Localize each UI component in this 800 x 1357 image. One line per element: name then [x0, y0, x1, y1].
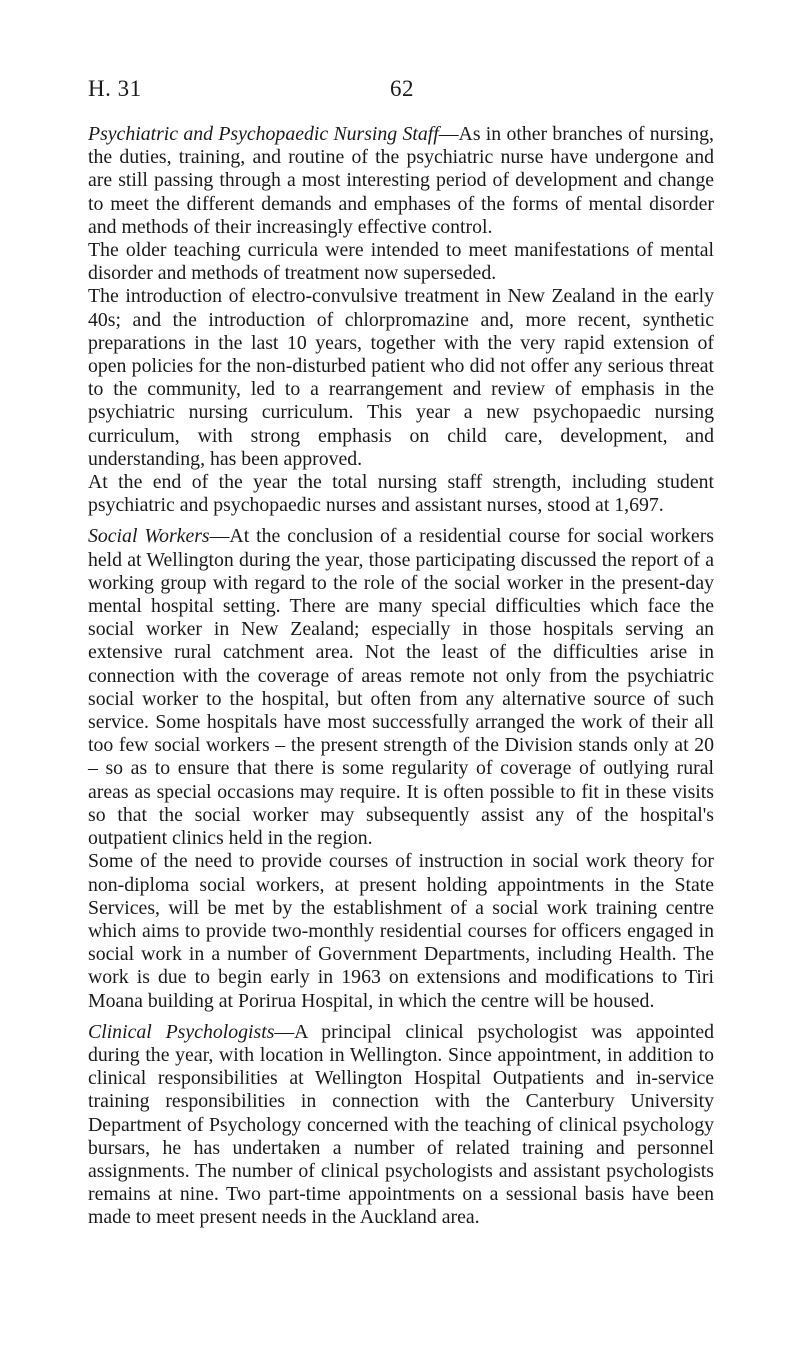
paragraph-social-workers — [88, 525, 714, 850]
page-number: 62 — [390, 76, 414, 101]
paragraph-nursing-staff — [88, 123, 714, 239]
paragraph-staff-strength — [88, 471, 714, 517]
paragraph-treatment-introduction — [88, 285, 714, 471]
paragraph-curricula — [88, 239, 714, 285]
section-heading-clinical-psychologists: Clinical Psychologists — [88, 1020, 275, 1043]
paragraph-clinical-psychologists — [88, 1021, 714, 1230]
document-code: H. 31 — [88, 76, 142, 101]
page-header — [88, 76, 712, 106]
paragraph-text: The older teaching curricula were intended to meet manifestations of mental disorder and methods of treatment now superseded. — [88, 239, 714, 285]
paragraph-text: Some of the need to provide courses of instruction in social work theory for non-diploma social workers, at present holding appointments in the State Services, will be met by the establishment of a social work training centre which aims to provide two-monthly residential courses for officers engaged in social work in a number of Government Departments, including Health. The work is due to begin early in 1963 on extensions and modifications to Tiri Moana building at Porirua Hospital, in which the centre will be housed. — [88, 850, 714, 1012]
paragraph-text: The introduction of electro-convulsive treatment in New Zealand in the early 40s; and the introduction of chlorpromazine and, more recent, synthetic preparations in the last 10 years, together with the very rapid extension of open policies for the non-disturbed patient who did not offer any serious threat to the community, led to a rearrangement and review of emphasis in the psychiatric nursing curriculum. This year a new psychopaedic nursing curriculum, with strong emphasis on child care, development, and understanding, has been approved. — [88, 285, 714, 470]
paragraph-text: At the end of the year the total nursing staff strength, including student psychiatric and psychopaedic nurses and assistant nurses, stood at 1,697. — [88, 471, 714, 517]
paragraph-text: —At the conclusion of a residential course for social workers held at Wellington during the year, those participating discussed the report of a working group with regard to the role of the social worker in the present-day mental hospital setting. There are many special difficulties which face the social worker in New Zealand; especially in those hospitals serving an extensive rural catchment area. Not the least of the difficulties arise in connection with the coverage of areas remote not only from the psychiatric social worker to the hospital, but often from any alternative source of such service. Some hospitals have most successfully arranged the work of their all too few social workers – the present strength of the Division stands only at 20 – so as to ensure that there is some regularity of coverage of outlying rural areas as special occasions may require. It is often possible to fit in these visits so that the social worker may subsequently assist any of the hospital's outpatient clinics held in the region. — [88, 525, 714, 850]
section-heading-nursing-staff: Psychiatric and Psychopaedic Nursing Staff — [88, 123, 439, 145]
paragraph-text: —As in other branches of nursing, the duties, training, and routine of the psychiatric nurse have undergone and are still passing through a most interesting period of development and change to meet the different demands and emphases of the forms of mental disorder and methods of their increasingly effective control. — [88, 123, 714, 238]
section-heading-social-workers: Social Workers — [88, 525, 210, 548]
paragraph-training-centre — [88, 850, 714, 1012]
paragraph-text: —A principal clinical psychologist was appointed during the year, with location in Wellington. Since appointment, in addition to clinical responsibilities at Wellington Hospital Outpatients and in-service training responsibilities in connection with the Canterbury University Department of Psychology concerned with the teaching of clinical psychology bursars, he has undertaken a number of related training and personnel assignments. The number of clinical psychologists and assistant psychologists remains at nine. Two part-time appointments on a sessional basis have been made to meet present needs in the Auckland area. — [88, 1020, 714, 1229]
body-text — [88, 123, 714, 1230]
